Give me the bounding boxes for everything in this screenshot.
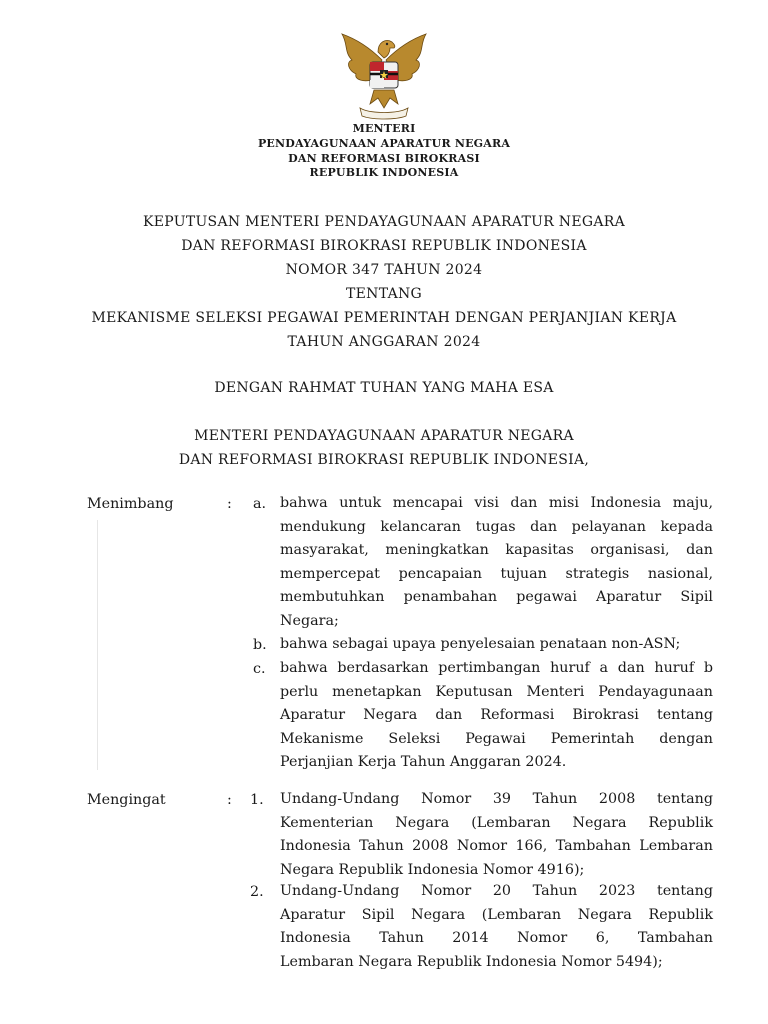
mengingat-item-2-line-3: Indonesia Tahun 2014 Nomor 6, Tambahan [280, 930, 713, 946]
menimbang-item-c-line-1: bahwa berdasarkan pertimbangan huruf a dan huruf b [280, 660, 713, 676]
menimbang-item-b-marker: b. [253, 637, 267, 653]
menimbang-item-c-line-2: perlu menetapkan Keputusan Menteri Pendayagunaan [280, 683, 713, 700]
official-line-2: DAN REFORMASI BIROKRASI REPUBLIK INDONESIA, [178, 452, 590, 468]
menimbang-item-c-line-3: Aparatur Negara dan Reformasi Birokrasi tentang [280, 707, 713, 723]
decree-subject-line-1: MEKANISME SELEKSI PEGAWAI PEMERINTAH DENGAN PERJANJIAN KERJA [91, 310, 677, 326]
official-line-1: MENTERI PENDAYAGUNAAN APARATUR NEGARA [194, 428, 574, 444]
menimbang-item-a-line-1: bahwa untuk mencapai visi dan misi Indonesia maju, [280, 495, 713, 511]
header-republic: REPUBLIK INDONESIA [309, 166, 459, 179]
mengingat-item-1 [280, 788, 713, 882]
menimbang-item-c [280, 657, 713, 775]
decree-number: NOMOR 347 TAHUN 2024 [285, 262, 483, 278]
decree-title-line-2: DAN REFORMASI BIROKRASI REPUBLIK INDONESIA [181, 238, 587, 254]
scan-artifact [97, 520, 98, 770]
menimbang-item-a-line-3: masyarakat, meningkatkan kapasitas organisasi, dan [280, 542, 713, 558]
mengingat-item-1-line-4: Negara Republik Indonesia Nomor 4916); [280, 861, 585, 878]
mengingat-item-1-line-3: Indonesia Tahun 2008 Nomor 166, Tambahan Lembaran [280, 838, 713, 854]
menimbang-label: Menimbang [87, 496, 174, 512]
mengingat-item-2-line-1: Undang-Undang Nomor 20 Tahun 2023 tentang [280, 883, 713, 899]
mengingat-item-1-marker: 1. [250, 792, 264, 808]
mengingat-item-1-line-2: Kementerian Negara (Lembaran Negara Republik [280, 814, 713, 831]
decree-subject-line-2: TAHUN ANGGARAN 2024 [287, 334, 481, 350]
menimbang-colon: : [227, 496, 232, 512]
menimbang-item-a-line-5: membutuhkan penambahan pegawai Aparatur Sipil [280, 589, 713, 605]
header-ministry: PENDAYAGUNAAN APARATUR NEGARA [257, 137, 511, 150]
mengingat-item-1-line-1: Undang-Undang Nomor 39 Tahun 2008 tentang [280, 791, 713, 807]
garuda-pancasila-emblem-icon [334, 30, 434, 120]
mengingat-colon: : [227, 792, 232, 808]
menimbang-item-a [280, 492, 713, 633]
mengingat-label: Mengingat [87, 792, 166, 808]
mengingat-item-2 [280, 880, 713, 974]
header-reform: DAN REFORMASI BIROKRASI [288, 152, 480, 165]
header-minister: MENTERI [352, 122, 416, 135]
menimbang-item-a-line-2: mendukung kelancaran tugas dan pelayanan kepada [280, 518, 713, 535]
decree-about: TENTANG [345, 286, 423, 302]
menimbang-item-b [280, 633, 713, 657]
mengingat-item-2-marker: 2. [250, 884, 264, 900]
menimbang-item-b-line-1: bahwa sebagai upaya penyelesaian penataan non-ASN; [280, 636, 681, 652]
menimbang-item-a-line-4: mempercepat pencapaian tujuan strategis nasional, [280, 565, 713, 582]
decree-title-line-1: KEPUTUSAN MENTERI PENDAYAGUNAAN APARATUR NEGARA [142, 214, 626, 230]
mengingat-item-2-line-4: Lembaran Negara Republik Indonesia Nomor 5494); [280, 953, 663, 970]
menimbang-item-c-line-4: Mekanisme Seleksi Pegawai Pemerintah dengan [280, 730, 713, 747]
menimbang-item-a-line-6: Negara; [280, 612, 339, 629]
menimbang-item-c-marker: c. [253, 661, 266, 677]
mengingat-item-2-line-2: Aparatur Sipil Negara (Lembaran Negara Republik [280, 906, 713, 923]
menimbang-item-c-line-5: Perjanjian Kerja Tahun Anggaran 2024. [280, 754, 567, 770]
invocation: DENGAN RAHMAT TUHAN YANG MAHA ESA [214, 380, 554, 396]
menimbang-item-a-marker: a. [253, 496, 267, 512]
